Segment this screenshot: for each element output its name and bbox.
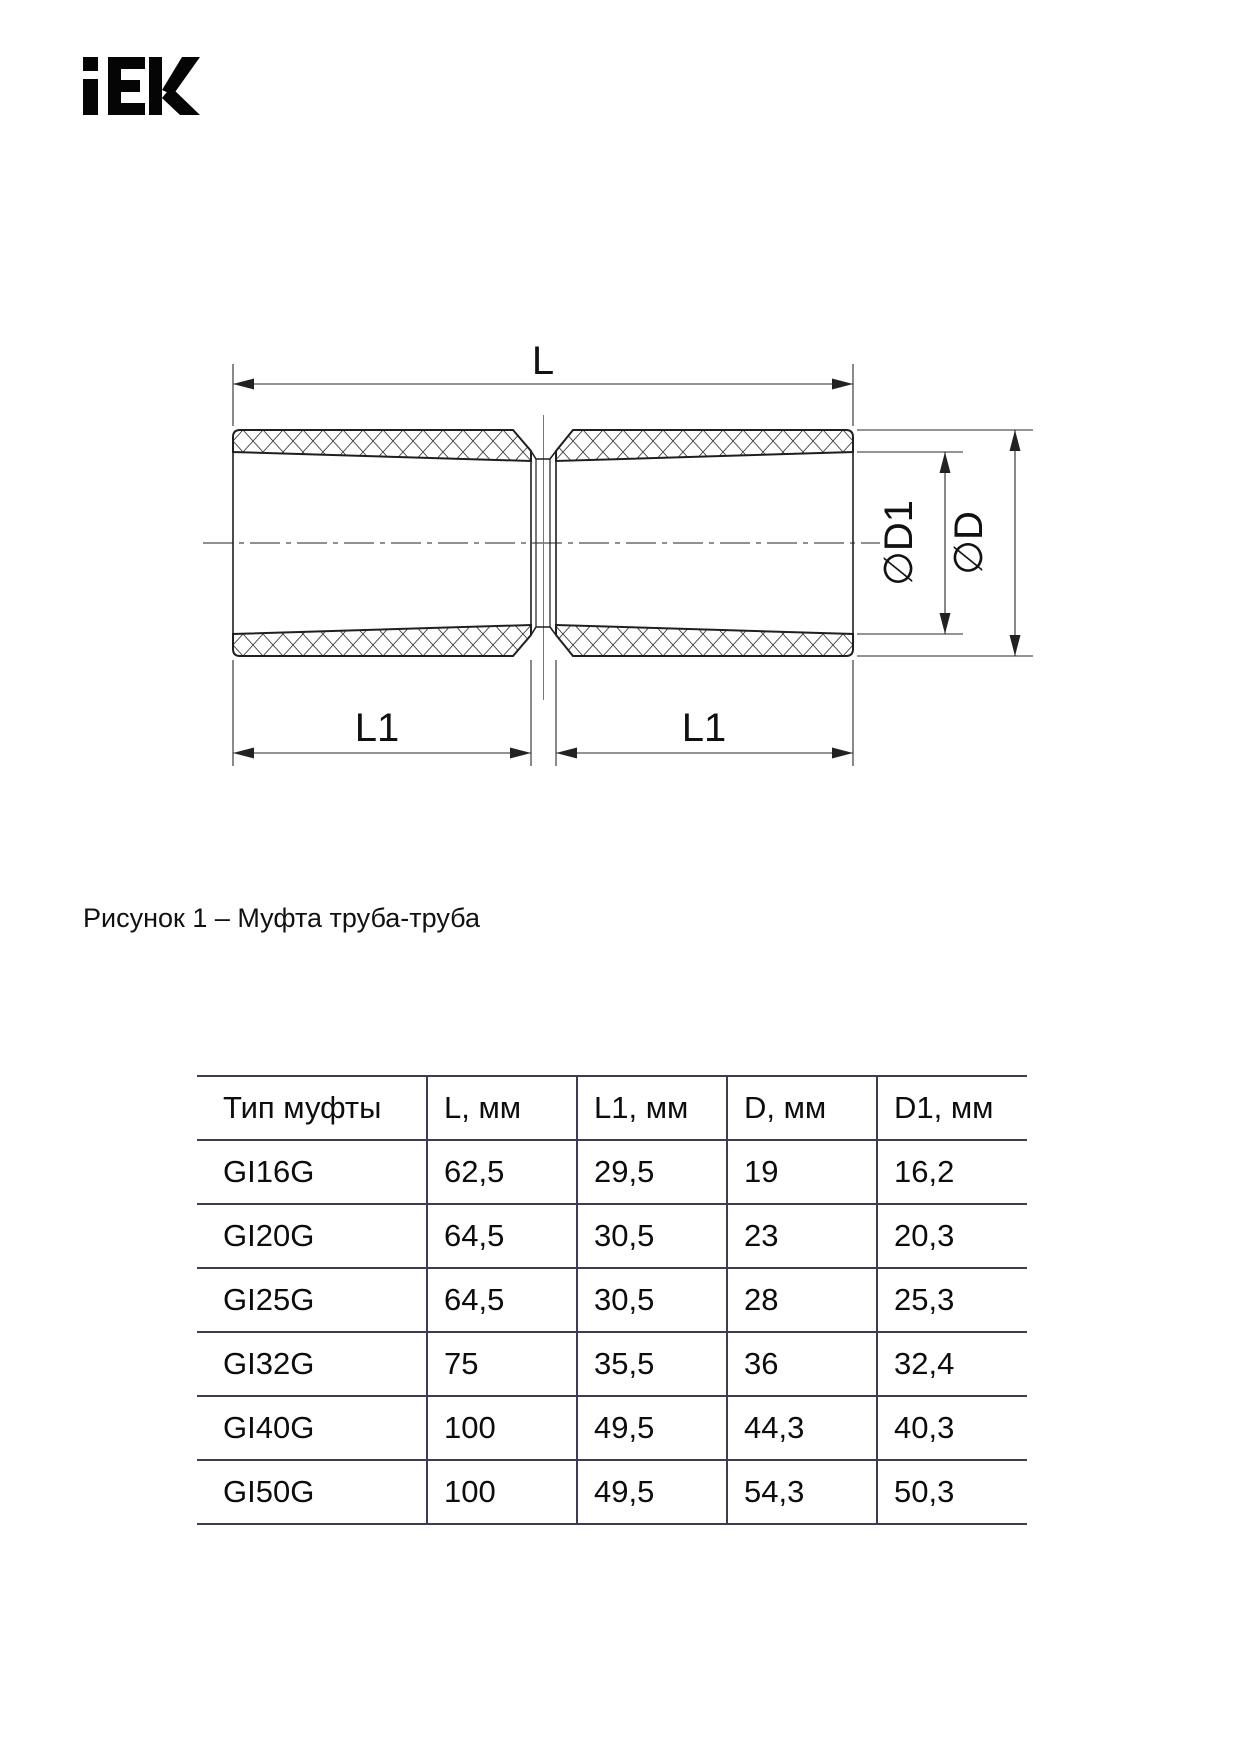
dim-label-D1: ∅D1 bbox=[877, 500, 921, 586]
cell-D1: 32,4 bbox=[877, 1332, 1027, 1396]
cell-D: 23 bbox=[727, 1204, 877, 1268]
coupling-body bbox=[203, 415, 880, 700]
cell-type: GI50G bbox=[197, 1460, 427, 1524]
top-left-wall bbox=[233, 430, 531, 461]
cell-D: 36 bbox=[727, 1332, 877, 1396]
cell-L1: 35,5 bbox=[577, 1332, 727, 1396]
cell-type: GI25G bbox=[197, 1268, 427, 1332]
table-row bbox=[197, 1396, 1027, 1460]
col-header-type: Тип муфты bbox=[197, 1076, 427, 1140]
cell-L: 62,5 bbox=[427, 1140, 577, 1204]
cell-L: 100 bbox=[427, 1396, 577, 1460]
arrowhead bbox=[940, 452, 951, 473]
figure-caption: Рисунок 1 – Муфта труба-труба bbox=[83, 903, 481, 933]
cell-L: 64,5 bbox=[427, 1268, 577, 1332]
dim-label-D: ∅D bbox=[947, 511, 991, 575]
arrowhead bbox=[1010, 635, 1021, 656]
cell-L1: 29,5 bbox=[577, 1140, 727, 1204]
col-header-D1: D1, мм bbox=[877, 1076, 1027, 1140]
top-right-wall bbox=[556, 430, 853, 461]
dim-label-L: L bbox=[531, 339, 555, 383]
table-header-row bbox=[197, 1076, 1027, 1140]
cell-L: 64,5 bbox=[427, 1204, 577, 1268]
cell-D: 28 bbox=[727, 1268, 877, 1332]
cell-D1: 20,3 bbox=[877, 1204, 1027, 1268]
cell-L1: 49,5 bbox=[577, 1460, 727, 1524]
arrowhead bbox=[556, 748, 577, 759]
arrowhead bbox=[233, 748, 254, 759]
arrowhead bbox=[1010, 430, 1021, 451]
cell-L1: 49,5 bbox=[577, 1396, 727, 1460]
cell-type: GI40G bbox=[197, 1396, 427, 1460]
cell-type: GI32G bbox=[197, 1332, 427, 1396]
cell-type: GI20G bbox=[197, 1204, 427, 1268]
col-header-L1: L1, мм bbox=[577, 1076, 727, 1140]
cell-D1: 40,3 bbox=[877, 1396, 1027, 1460]
cell-type: GI16G bbox=[197, 1140, 427, 1204]
col-header-D: D, мм bbox=[727, 1076, 877, 1140]
table-row bbox=[197, 1204, 1027, 1268]
cell-D1: 50,3 bbox=[877, 1460, 1027, 1524]
bottom-left-wall bbox=[233, 625, 531, 656]
cell-L1: 30,5 bbox=[577, 1268, 727, 1332]
cell-L: 75 bbox=[427, 1332, 577, 1396]
dimensions-table bbox=[197, 1075, 1027, 1525]
arrowhead bbox=[832, 748, 853, 759]
dim-label-L1: L1 bbox=[354, 706, 400, 750]
bottom-right-wall bbox=[556, 625, 853, 656]
cell-L: 100 bbox=[427, 1460, 577, 1524]
dimension-L1-left bbox=[233, 660, 531, 766]
table-row bbox=[197, 1460, 1027, 1524]
cell-D: 19 bbox=[727, 1140, 877, 1204]
dimension-L1-right bbox=[556, 660, 853, 766]
dim-label-L1: L1 bbox=[681, 706, 727, 750]
cell-D1: 25,3 bbox=[877, 1268, 1027, 1332]
arrowhead bbox=[832, 379, 853, 390]
cell-L1: 30,5 bbox=[577, 1204, 727, 1268]
table-row bbox=[197, 1268, 1027, 1332]
cell-D: 54,3 bbox=[727, 1460, 877, 1524]
table-row bbox=[197, 1332, 1027, 1396]
arrowhead bbox=[940, 613, 951, 634]
table-row bbox=[197, 1140, 1027, 1204]
cell-D: 44,3 bbox=[727, 1396, 877, 1460]
arrowhead bbox=[510, 748, 531, 759]
col-header-L: L, мм bbox=[427, 1076, 577, 1140]
arrowhead bbox=[233, 379, 254, 390]
dimension-L bbox=[233, 339, 853, 426]
cell-D1: 16,2 bbox=[877, 1140, 1027, 1204]
